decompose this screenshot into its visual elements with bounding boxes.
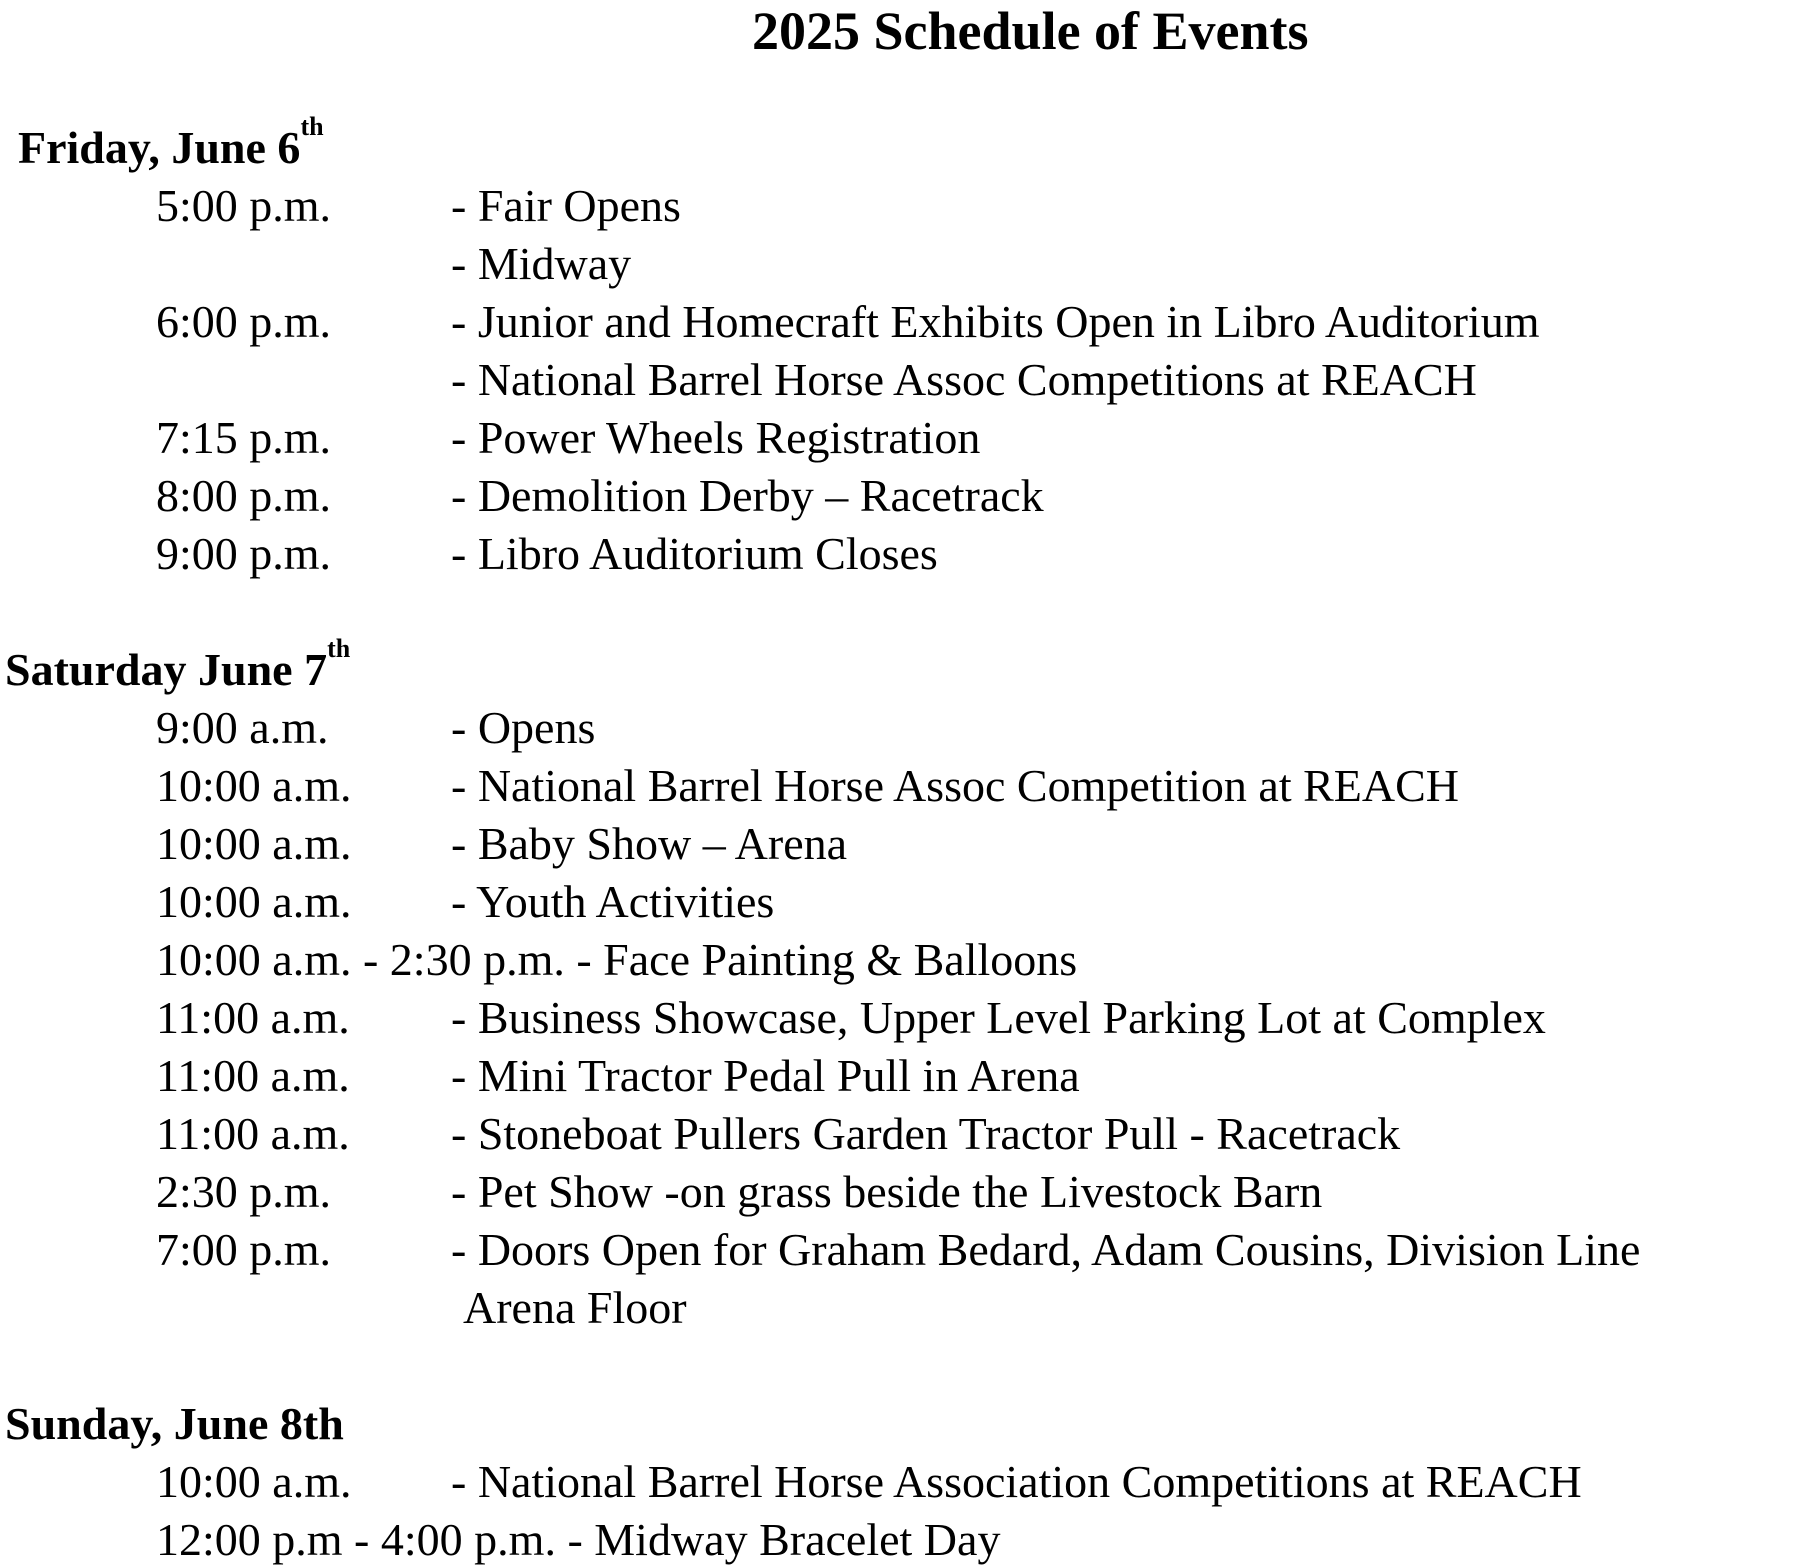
event-time: 11:00 a.m. [156, 1050, 350, 1101]
event-time: 6:00 p.m. [156, 296, 332, 347]
event-time: 11:00 a.m. [156, 1108, 350, 1159]
day-heading-text: Saturday June 7 [5, 644, 328, 695]
event-description: - Midway [451, 238, 632, 289]
event-description: - National Barrel Horse Association Competitions at REACH [451, 1456, 1582, 1507]
event-time: 9:00 p.m. [156, 528, 332, 579]
event-continuation: Arena Floor [463, 1282, 687, 1333]
event-description: - Pet Show -on grass beside the Livestock Barn [451, 1166, 1323, 1217]
event-description: - Demolition Derby – Racetrack [451, 470, 1044, 521]
event-description: - Fair Opens [451, 180, 681, 231]
event-time: 10:00 a.m. [156, 876, 352, 927]
event-description: - Mini Tractor Pedal Pull in Arena [451, 1050, 1080, 1101]
day-heading-saturday [5, 634, 351, 696]
event-description: - Youth Activities [451, 876, 775, 927]
day-heading-text: Friday, June 6 [18, 122, 301, 173]
event-description: - Business Showcase, Upper Level Parking Lot at Complex [451, 992, 1546, 1043]
event-description: - National Barrel Horse Assoc Competition at REACH [451, 760, 1460, 811]
event-full-line: 10:00 a.m. - 2:30 p.m. - Face Painting & Balloons [156, 934, 1078, 985]
event-time: 10:00 a.m. [156, 818, 352, 869]
day-heading-text: Sunday, June 8th [5, 1398, 344, 1449]
event-description: - Stoneboat Pullers Garden Tractor Pull - Racetrack [451, 1108, 1401, 1159]
event-description: - Libro Auditorium Closes [451, 528, 938, 579]
event-description: - Power Wheels Registration [451, 412, 981, 463]
day-heading-friday [18, 112, 324, 174]
event-description: - Junior and Homecraft Exhibits Open in Libro Auditorium [451, 296, 1540, 347]
event-time: 7:00 p.m. [156, 1224, 332, 1275]
page-title: 2025 Schedule of Events [752, 1, 1309, 61]
ordinal-suffix: th [300, 112, 324, 141]
event-time: 10:00 a.m. [156, 760, 352, 811]
event-time: 10:00 a.m. [156, 1456, 352, 1507]
event-time: 2:30 p.m. [156, 1166, 332, 1217]
event-description: - Baby Show – Arena [451, 818, 848, 869]
event-time: 8:00 p.m. [156, 470, 332, 521]
event-full-line: 12:00 p.m - 4:00 p.m. - Midway Bracelet Day [156, 1514, 1001, 1565]
event-description: - Opens [451, 702, 596, 753]
event-time: 7:15 p.m. [156, 412, 332, 463]
event-description: - Doors Open for Graham Bedard, Adam Cousins, Division Line [451, 1224, 1641, 1275]
event-time: 9:00 a.m. [156, 702, 329, 753]
event-description: - National Barrel Horse Assoc Competitions at REACH [451, 354, 1477, 405]
ordinal-suffix: th [327, 634, 351, 663]
event-time: 5:00 p.m. [156, 180, 332, 231]
day-heading-sunday [5, 1398, 344, 1450]
event-time: 11:00 a.m. [156, 992, 350, 1043]
